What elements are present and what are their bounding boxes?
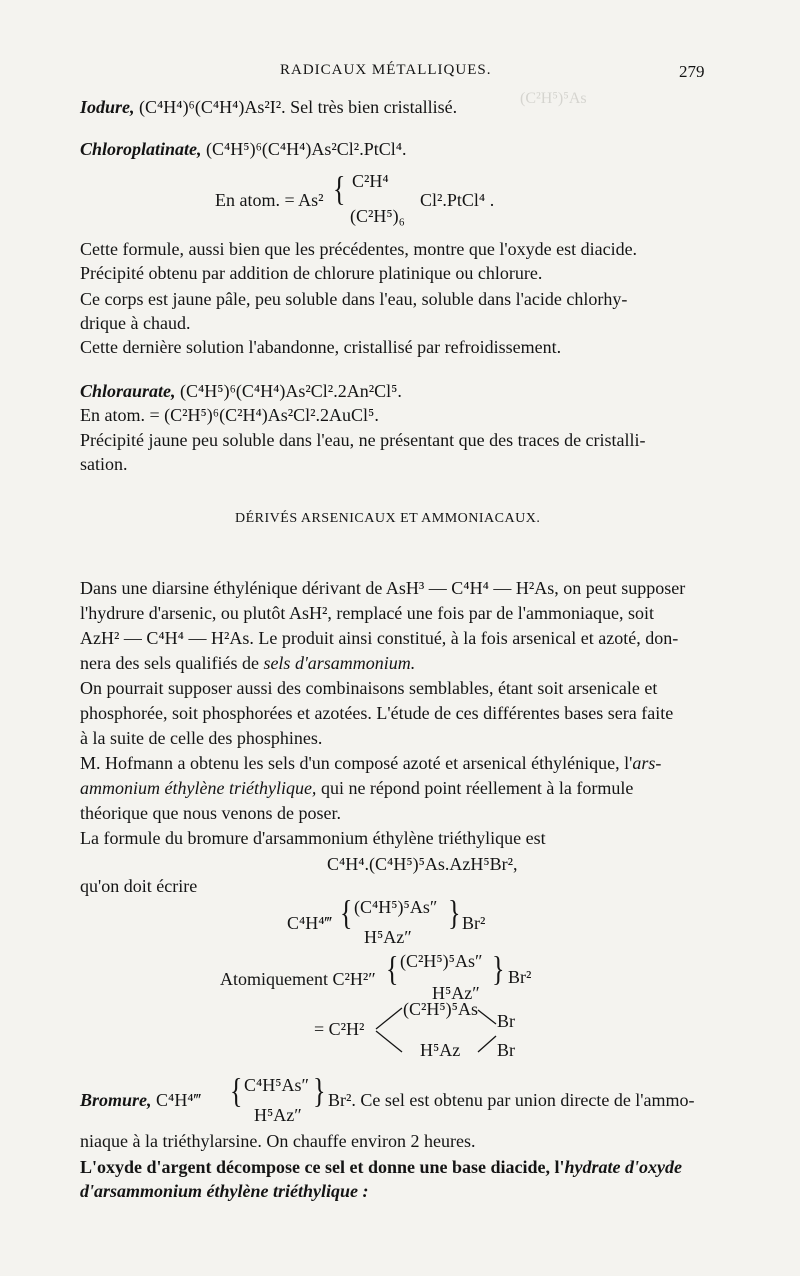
bleed-through: (C²H⁵)⁵As bbox=[520, 90, 587, 107]
chloroplatinate-formula: (C⁴H⁵)⁶(C⁴H⁴)As²Cl².PtCl⁴. bbox=[201, 139, 407, 159]
formula-2-left: C⁴H⁴‴ bbox=[287, 913, 333, 933]
brace-1: { bbox=[333, 169, 346, 209]
bond-left-down bbox=[376, 1031, 402, 1052]
paragraph-6d bbox=[80, 652, 415, 674]
formula-4-br-top: Br bbox=[497, 1011, 515, 1031]
formula-4-left: = C²H² bbox=[314, 1019, 365, 1039]
paragraph-12-text: L'oxyde d'argent décompose ce sel et donne une base diacide, l' bbox=[80, 1157, 565, 1177]
bond-right-down bbox=[478, 1010, 496, 1024]
paragraph-8a bbox=[80, 752, 661, 774]
iodure-text: Sel très bien cristallisé. bbox=[285, 97, 458, 117]
bromure-top: C⁴H⁵As″ bbox=[244, 1075, 310, 1095]
hydrate-name: hydrate d'oxyde bbox=[564, 1157, 682, 1177]
paragraph-13: d'arsammonium éthylène triéthylique : bbox=[80, 1181, 369, 1201]
paragraph-2: Précipité obtenu par addition de chlorure platinique ou chlorure. bbox=[80, 263, 543, 283]
bromure-text: Br². Ce sel est obtenu par union directe de l'ammo- bbox=[328, 1090, 695, 1110]
paragraph-5a: Précipité jaune peu soluble dans l'eau, ne présentant que des traces de cristalli- bbox=[80, 430, 646, 450]
atom-formula-2: En atom. = (C²H⁵)⁶(C²H⁴)As²Cl².2AuCl⁵. bbox=[80, 405, 379, 425]
iodure-formula: (C⁴H⁴)⁶(C⁴H⁴)As²I². bbox=[139, 97, 286, 117]
chloraurate-name: Chloraurate, bbox=[80, 381, 176, 401]
paragraph-7b: phosphorée, soit phosphorées et azotées. L'étude de ces différentes bases sera faite bbox=[80, 703, 674, 723]
paragraph-3a: Ce corps est jaune pâle, peu soluble dans l'eau, soluble dans l'acide chlorhy- bbox=[80, 289, 628, 309]
paragraph-8c: théorique que nous venons de poser. bbox=[80, 803, 341, 823]
atom-formula-1-label: En atom. = As² bbox=[215, 190, 324, 210]
formula-3-label: Atomiquement C²H²″ bbox=[220, 969, 376, 989]
bond-left-up bbox=[376, 1008, 402, 1029]
paragraph-11: niaque à la triéthylarsine. On chauffe environ 2 heures. bbox=[80, 1131, 476, 1151]
formula-3-right: Br² bbox=[508, 967, 532, 987]
chloraurate-line bbox=[80, 380, 402, 402]
chloroplatinate-name: Chloroplatinate, bbox=[80, 139, 202, 159]
bromure-line bbox=[80, 1089, 201, 1111]
paragraph-8b bbox=[80, 777, 633, 799]
chloroplatinate-line bbox=[80, 138, 407, 160]
section-heading: DÉRIVÉS ARSENICAUX ET AMMONIACAUX. bbox=[235, 511, 541, 526]
bromure-left: C⁴H⁴‴ bbox=[151, 1090, 202, 1110]
atom-formula-1-bottom: (C²H⁵)₆ bbox=[350, 206, 405, 226]
brace-3-left: { bbox=[386, 949, 399, 989]
paragraph-6b: l'hydrure d'arsenic, ou plutôt AsH², remplacé une fois par de l'ammoniaque, soit bbox=[80, 603, 654, 623]
paragraph-12 bbox=[80, 1156, 682, 1178]
formula-4-bottom: H⁵Az bbox=[420, 1040, 461, 1060]
chloraurate-formula: (C⁴H⁵)⁶(C⁴H⁴)As²Cl².2An²Cl⁵. bbox=[175, 381, 402, 401]
paragraph-8a-text: M. Hofmann a obtenu les sels d'un composé azoté et arsenical éthylénique, l' bbox=[80, 753, 633, 773]
bromure-bottom: H⁵Az″ bbox=[254, 1105, 302, 1125]
formula-1: C⁴H⁴.(C⁴H⁵)⁵As.AzH⁵Br², bbox=[327, 854, 518, 874]
paragraph-5b: sation. bbox=[80, 454, 128, 474]
formula-3-bottom: H⁵Az″ bbox=[432, 983, 480, 1003]
iodure-line bbox=[80, 96, 457, 118]
formula-2-bottom: H⁵Az″ bbox=[364, 927, 412, 947]
paragraph-7c: à la suite de celle des phosphines. bbox=[80, 728, 323, 748]
iodure-name: Iodure, bbox=[80, 97, 135, 117]
paragraph-6d-text: nera des sels qualifiés de bbox=[80, 653, 264, 673]
page-number: 279 bbox=[679, 62, 705, 81]
formula-3-top: (C²H⁵)⁵As″ bbox=[400, 951, 483, 971]
brace-3-right: } bbox=[492, 949, 505, 989]
paragraph-7a: On pourrait supposer aussi des combinaisons semblables, étant soit arsenicale et bbox=[80, 678, 658, 698]
brace-5-right: } bbox=[313, 1071, 326, 1111]
formula-4-br-bottom: Br bbox=[497, 1040, 515, 1060]
atom-formula-1-top: C²H⁴ bbox=[352, 171, 389, 191]
sels-arsammonium: sels d'arsammonium. bbox=[263, 653, 416, 673]
atom-formula-1-right: Cl².PtCl⁴ . bbox=[420, 190, 495, 210]
brace-2-left: { bbox=[340, 893, 353, 933]
brace-2-right: } bbox=[448, 893, 461, 933]
bromure-name: Bromure, bbox=[80, 1090, 152, 1110]
arsammonium-name: ammonium éthylène triéthylique, bbox=[80, 778, 317, 798]
running-header: RADICAUX MÉTALLIQUES. bbox=[280, 62, 492, 78]
paragraph-1: Cette formule, aussi bien que les précédentes, montre que l'oxyde est diacide. bbox=[80, 239, 638, 259]
brace-5-left: { bbox=[230, 1071, 243, 1111]
formula-2-top: (C⁴H⁵)⁵As″ bbox=[354, 897, 438, 917]
paragraph-10: qu'on doit écrire bbox=[80, 876, 198, 896]
ars-italic: ars- bbox=[632, 753, 662, 773]
paragraph-3b: drique à chaud. bbox=[80, 313, 191, 333]
paragraph-6c: AzH² — C⁴H⁴ — H²As. Le produit ainsi constitué, à la fois arsenical et azoté, don- bbox=[80, 628, 679, 648]
paragraph-6a: Dans une diarsine éthylénique dérivant de AsH³ — C⁴H⁴ — H²As, on peut supposer bbox=[80, 578, 686, 598]
paragraph-4: Cette dernière solution l'abandonne, cristallisé par refroidissement. bbox=[80, 337, 562, 357]
paragraph-8b-text: qui ne répond point réellement à la formule bbox=[316, 778, 634, 798]
bond-right-up bbox=[478, 1036, 496, 1052]
paragraph-9: La formule du bromure d'arsammonium éthylène triéthylique est bbox=[80, 828, 546, 848]
formula-2-right: Br² bbox=[462, 913, 486, 933]
formula-4-top: (C²H⁵)⁵As bbox=[403, 999, 478, 1019]
